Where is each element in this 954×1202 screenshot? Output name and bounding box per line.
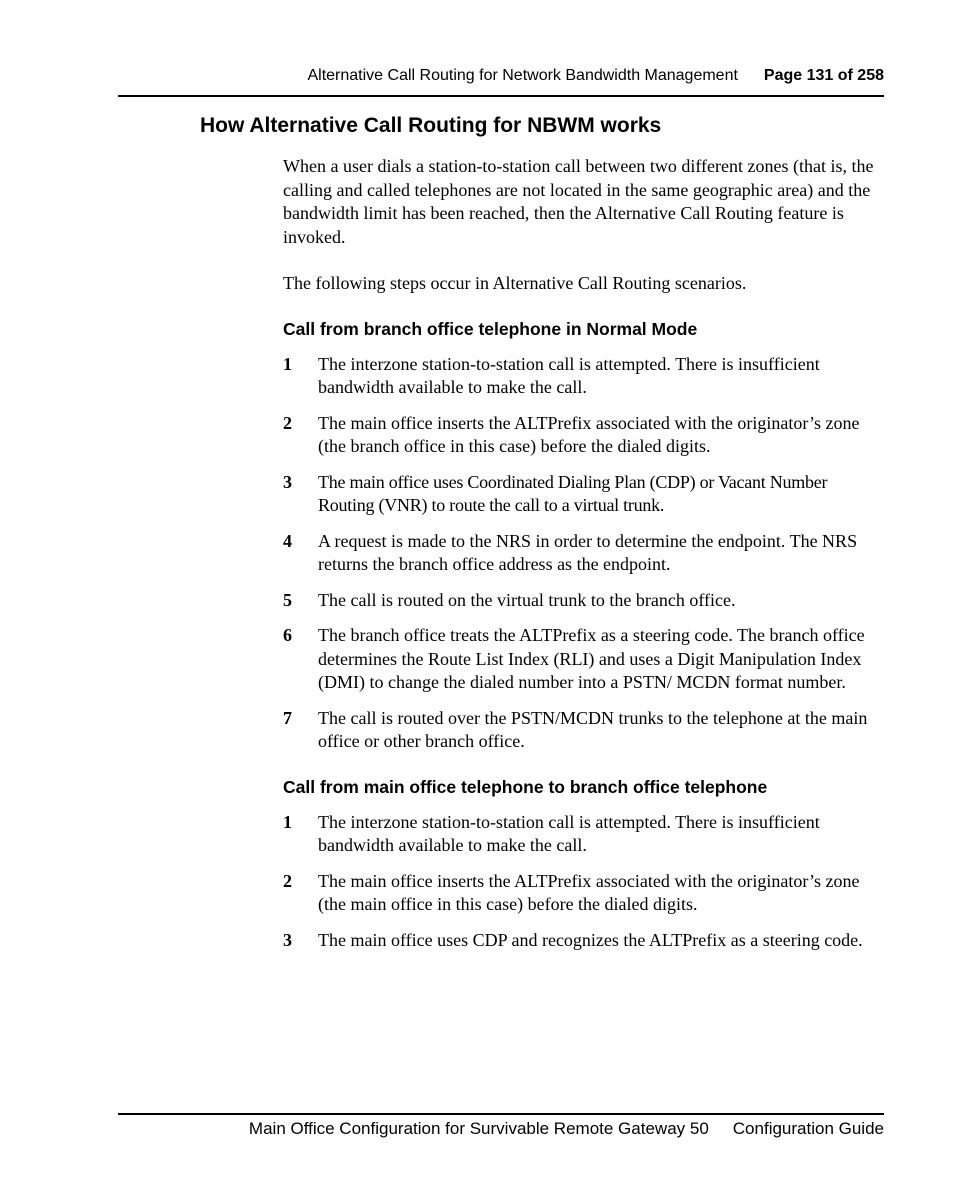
section-title: How Alternative Call Routing for NBWM works: [200, 114, 662, 137]
running-header: [120, 66, 884, 86]
header-chapter-title: Alternative Call Routing for Network Bandwidth Management: [307, 67, 738, 84]
step-text: The branch office treats the ALTPrefix as a steering code. The branch office determines the Route List Index (RLI) and uses a Digit Manipulation Index (DMI) to change the dialed number into a PSTN/ MCDN format number.: [318, 625, 865, 692]
step-item: [283, 353, 883, 400]
header-rule: [118, 95, 884, 97]
step-number: 2: [283, 870, 292, 891]
header-page-number: Page 131 of 258: [763, 67, 884, 84]
scenario1-step-list: [283, 353, 883, 754]
step-number: 6: [283, 625, 292, 645]
lead-paragraph: The following steps occur in Alternative Call Routing scenarios.: [283, 273, 747, 293]
step-text: The main office inserts the ALTPrefix associated with the originator’s zone (the main office in this case) before the dialed digits.: [318, 870, 860, 914]
step-text: A request is made to the NRS in order to determine the endpoint. The NRS returns the branch office address as the endpoint.: [318, 530, 858, 574]
step-text: The call is routed over the PSTN/MCDN trunks to the telephone at the main office or other branch office.: [318, 707, 868, 751]
step-number: 1: [283, 353, 292, 374]
step-number: 2: [283, 412, 292, 433]
step-number: 7: [283, 707, 292, 728]
step-item: [283, 870, 883, 917]
step-number: 3: [283, 929, 292, 950]
footer-rule: [118, 1113, 884, 1115]
step-text: The main office uses CDP and recognizes the ALTPrefix as a steering code.: [318, 929, 863, 950]
step-item: [283, 412, 883, 459]
step-text: The interzone station-to-station call is attempted. There is insufficient bandwidth available to make the call.: [318, 811, 820, 855]
step-text: The call is routed on the virtual trunk to the branch office.: [318, 589, 736, 610]
step-item: [283, 929, 883, 953]
step-item: [283, 624, 883, 695]
footer-document-title: Main Office Configuration for Survivable Remote Gateway 50: [248, 1119, 709, 1138]
step-item: [283, 811, 883, 858]
step-number: 3: [283, 471, 292, 492]
step-item: [283, 530, 883, 577]
step-text: The interzone station-to-station call is attempted. There is insufficient bandwidth available to make the call.: [318, 353, 820, 397]
intro-paragraph: When a user dials a station-to-station call between two different zones (that is, the calling and called telephones are not located in the same geographic area) and the bandwidth limit has been reached, then the Alternative Call Routing feature is invoked.: [283, 156, 874, 247]
scenario2-step-list: [283, 811, 883, 953]
page-body: [283, 155, 883, 964]
step-number: 4: [283, 530, 292, 551]
scenario1-heading: Call from branch office telephone in Normal Mode: [283, 318, 698, 339]
step-number: 1: [283, 811, 292, 832]
footer-guide-label: Configuration Guide: [732, 1119, 884, 1138]
step-item: [283, 589, 883, 613]
scenario2-heading: Call from main office telephone to branch office telephone: [283, 776, 768, 797]
step-text: The main office uses Coordinated Dialing Plan (CDP) or Vacant Number Routing (VNR) to route the call to a virtual trunk.: [318, 471, 828, 515]
step-text: The main office inserts the ALTPrefix associated with the originator’s zone (the branch office in this case) before the dialed digits.: [318, 412, 860, 456]
step-number: 5: [283, 589, 292, 610]
step-item: [283, 707, 883, 754]
step-item: [283, 471, 883, 518]
running-footer: [120, 1118, 884, 1140]
